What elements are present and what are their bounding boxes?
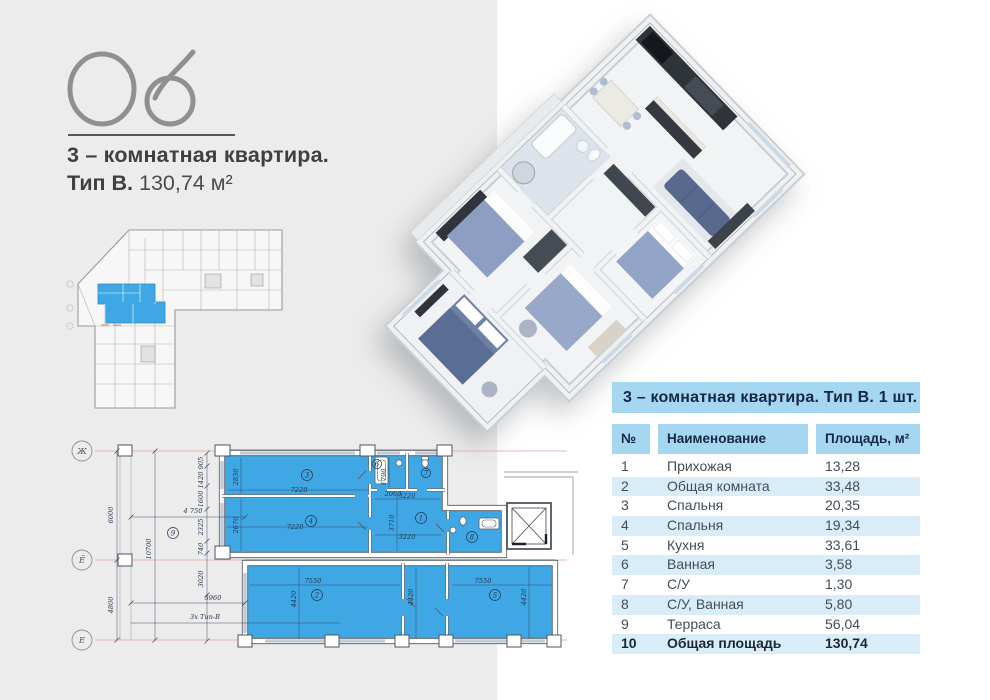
svg-text:3220: 3220	[398, 492, 416, 500]
dim-label: 4 750	[183, 507, 203, 515]
svg-text:2325: 2325	[197, 518, 205, 536]
svg-text:1790: 1790	[380, 468, 388, 486]
row-number: 10	[621, 635, 637, 652]
row-number: 7	[621, 576, 629, 593]
row-number: 3	[621, 497, 629, 514]
svg-text:3220: 3220	[398, 533, 416, 541]
table-row	[612, 496, 920, 516]
svg-text:7220: 7220	[286, 523, 304, 531]
room-name: Спальня	[667, 517, 724, 534]
dim-label: 10700	[145, 538, 153, 560]
header-divider	[68, 134, 235, 136]
row-number: 8	[621, 595, 629, 612]
room-area: 13,28	[825, 458, 861, 474]
svg-text:9: 9	[170, 529, 176, 538]
svg-text:740: 740	[197, 542, 205, 556]
room-name: Общая площадь	[667, 635, 782, 652]
svg-text:3020: 3020	[197, 570, 205, 588]
room-area: 19,34	[825, 517, 861, 534]
room-name: Кухня	[667, 536, 705, 553]
room-name: С/У, Ванная	[667, 595, 744, 612]
axis-label: Е	[78, 636, 86, 646]
svg-text:4420: 4420	[290, 590, 298, 608]
axis-markers	[72, 441, 92, 650]
room-area: 5,80	[825, 595, 853, 612]
table-row	[612, 457, 920, 477]
svg-text:4420: 4420	[407, 588, 415, 606]
svg-text:4420: 4420	[520, 588, 528, 606]
table-row	[612, 615, 920, 635]
row-number: 4	[621, 517, 629, 534]
table-row	[612, 575, 920, 595]
svg-text:1600: 1600	[197, 490, 205, 508]
page-subtitle	[67, 171, 233, 196]
svg-text:3: 3	[304, 471, 310, 480]
row-number: 2	[621, 477, 629, 494]
table-row	[612, 516, 920, 536]
svg-text:905: 905	[197, 456, 205, 470]
room-name: С/У	[667, 576, 690, 593]
room-name: Прихожая	[667, 458, 732, 474]
highlighted-apartment	[98, 284, 165, 323]
svg-text:2060: 2060	[384, 490, 402, 498]
room-area: 1,30	[825, 576, 853, 593]
area-label: 130,74 м²	[138, 171, 233, 195]
floorplan-3d-render	[420, 0, 990, 430]
svg-text:1: 1	[418, 514, 424, 523]
svg-text:7550: 7550	[474, 577, 492, 585]
room-area: 33,48	[825, 477, 861, 494]
room-area: 33,61	[825, 536, 861, 553]
svg-text:8: 8	[469, 533, 475, 542]
room-name: Ванная	[667, 556, 715, 573]
row-number: 9	[621, 615, 629, 632]
building-overview	[55, 218, 295, 416]
apartment-table	[612, 382, 920, 654]
page-title: 3 – комнатная квартира.	[67, 143, 329, 167]
svg-text:7: 7	[423, 469, 429, 478]
room-name: Терраса	[667, 615, 721, 632]
svg-text:3710: 3710	[388, 514, 396, 532]
table-body	[612, 457, 920, 654]
room-area: 56,04	[825, 615, 861, 632]
room-area: 3,58	[825, 556, 853, 573]
axis-label: Ж	[77, 447, 87, 457]
terrace-lines	[120, 451, 131, 640]
dim-label: 5960	[204, 594, 222, 602]
room-area: 20,35	[825, 497, 861, 514]
svg-text:1420: 1420	[197, 471, 205, 489]
svg-text:2830: 2830	[232, 468, 240, 486]
type-label: Тип В.	[67, 171, 133, 195]
svg-text:6: 6	[374, 460, 380, 469]
svg-text:7220: 7220	[290, 486, 308, 494]
table-row	[612, 634, 920, 654]
table-row	[612, 555, 920, 575]
svg-text:5: 5	[492, 591, 498, 600]
col-header-number: №	[612, 424, 650, 454]
room-name: Спальня	[667, 497, 724, 514]
type-count-label: 3х Тип-В	[190, 613, 220, 621]
room-area: 130,74	[825, 635, 868, 652]
axis-label: Ё	[78, 556, 86, 566]
room-name: Общая комната	[667, 477, 770, 494]
elevator-shaft	[507, 503, 551, 549]
svg-text:7550: 7550	[304, 577, 322, 585]
table-row	[612, 477, 920, 497]
dim-label: 4800	[107, 596, 115, 614]
row-number: 5	[621, 536, 629, 553]
svg-text:2: 2	[314, 591, 320, 600]
unit-number-graphic	[64, 42, 216, 138]
floorplan-2d	[55, 433, 590, 697]
col-header-area: Площадь, м²	[816, 424, 920, 454]
table-row	[612, 595, 920, 615]
svg-text:4: 4	[308, 517, 314, 526]
table-row	[612, 536, 920, 556]
table-banner: 3 – комнатная квартира. Тип В. 1 шт.	[612, 382, 920, 413]
row-number: 1	[621, 458, 629, 474]
row-number: 6	[621, 556, 629, 573]
dim-label: 6000	[107, 506, 115, 524]
svg-text:2670: 2670	[232, 516, 240, 534]
table-header	[612, 424, 920, 454]
col-header-name: Наименование	[658, 424, 808, 454]
